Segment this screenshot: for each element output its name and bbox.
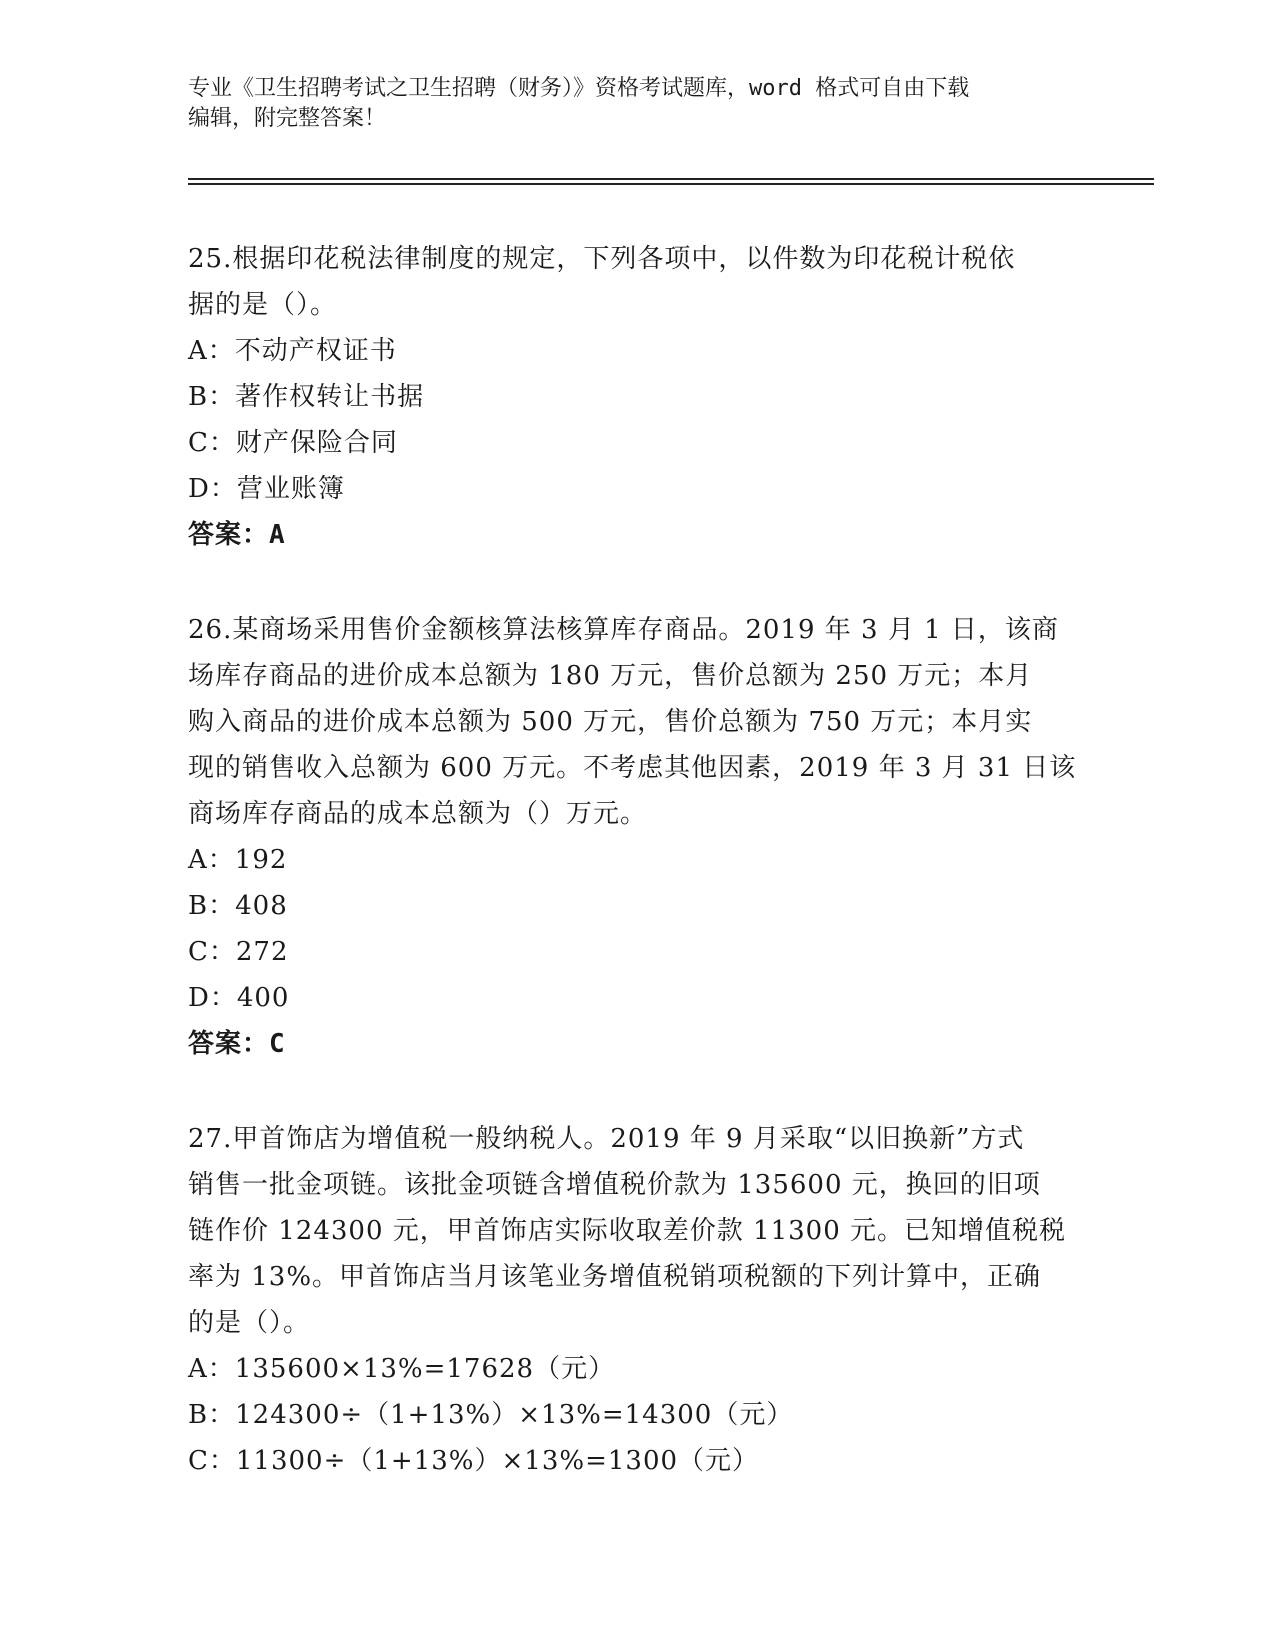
- question-text-line: 27.甲首饰店为增值税一般纳税人。2019 年 9 月采取“以旧换新”方式: [188, 1124, 1025, 1154]
- option-c: C：11300÷（1+13%）×13%=1300（元）: [188, 1446, 760, 1476]
- question-25: [188, 236, 1088, 558]
- question-text-line: 26.某商场采用售价金额核算法核算库存商品。2019 年 3 月 1 日，该商: [188, 615, 1059, 645]
- option-b: B：著作权转让书据: [188, 382, 425, 412]
- question-text-line: 25.根据印花税法律制度的规定，下列各项中，以件数为印花税计税依: [188, 244, 1016, 274]
- option-a: A：不动产权证书: [188, 336, 397, 366]
- question-list: [188, 236, 1088, 1533]
- question-27: [188, 1116, 1088, 1484]
- question-text-line: 链作价 124300 元，甲首饰店实际收取差价款 11300 元。已知增值税税: [188, 1216, 1067, 1246]
- option-a: A：135600×13%=17628（元）: [188, 1354, 616, 1384]
- question-text-line: 据的是（）。: [188, 290, 338, 320]
- answer-label: 答案：: [188, 1029, 270, 1059]
- header-divider-top: [188, 178, 1154, 180]
- answer-label: 答案：: [188, 520, 270, 550]
- question-26: [188, 607, 1088, 1067]
- answer-value: C: [269, 1029, 286, 1059]
- header-line-1: 专业《卫生招聘考试之卫生招聘（财务）》资格考试题库，word 格式可自由下载: [188, 76, 970, 101]
- question-text-line: 销售一批金项链。该批金项链含增值税价款为 135600 元，换回的旧项: [188, 1170, 1041, 1200]
- header-divider-bottom: [188, 183, 1154, 185]
- option-c: C：272: [188, 937, 289, 967]
- option-c: C：财产保险合同: [188, 428, 398, 458]
- document-header: [188, 74, 1088, 134]
- header-line-2: 编辑，附完整答案！: [188, 106, 387, 131]
- question-text-line: 现的销售收入总额为 600 万元。不考虑其他因素，2019 年 3 月 31 日该: [188, 753, 1077, 783]
- option-b: B：408: [188, 891, 288, 921]
- option-b: B：124300÷（1+13%）×13%=14300（元）: [188, 1400, 794, 1430]
- question-text-line: 率为 13%。甲首饰店当月该笔业务增值税销项税额的下列计算中，正确: [188, 1262, 1042, 1292]
- answer-value: A: [269, 520, 286, 550]
- question-text-line: 的是（）。: [188, 1308, 311, 1338]
- question-text-line: 商场库存商品的成本总额为（）万元。: [188, 799, 648, 829]
- option-d: D：400: [188, 983, 290, 1013]
- question-text-line: 购入商品的进价成本总额为 500 万元，售价总额为 750 万元；本月实: [188, 707, 1033, 737]
- option-d: D：营业账簿: [188, 474, 345, 504]
- question-text-line: 场库存商品的进价成本总额为 180 万元，售价总额为 250 万元；本月: [188, 661, 1033, 691]
- option-a: A：192: [188, 845, 288, 875]
- answer-line: [188, 1021, 1088, 1067]
- answer-line: [188, 512, 1088, 558]
